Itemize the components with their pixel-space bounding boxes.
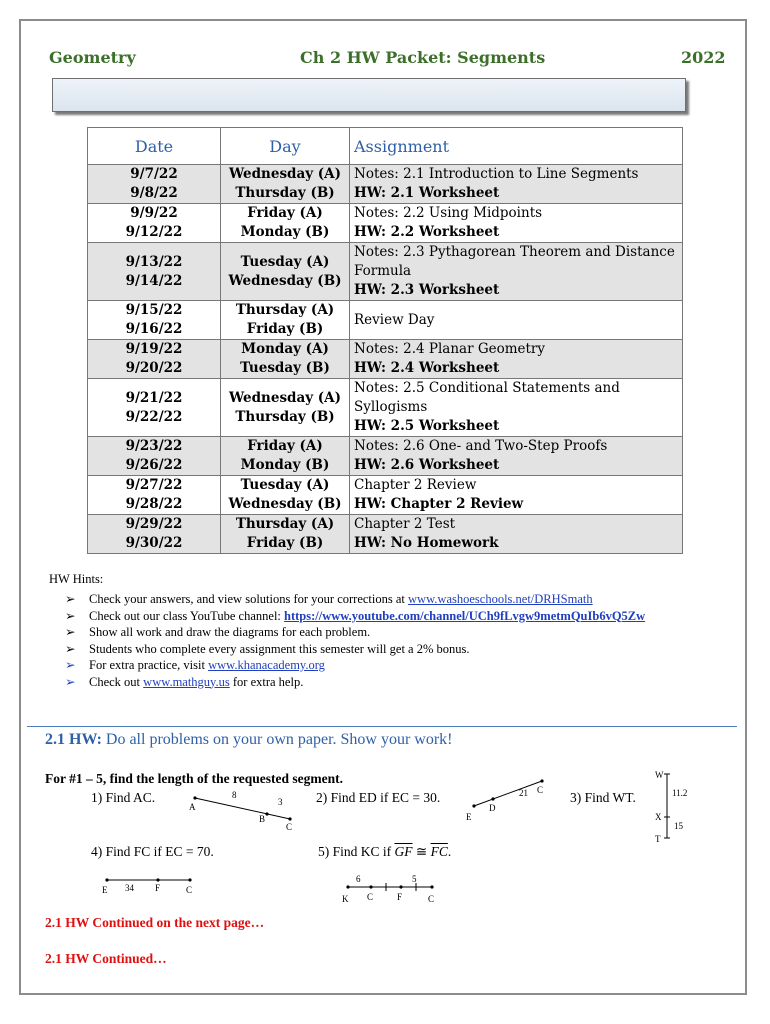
hint-text: For extra practice, visit [89, 658, 209, 672]
assignment-notes: Chapter 2 Review [354, 477, 477, 493]
assignment-cell [350, 437, 683, 476]
schedule-table [87, 127, 683, 554]
table-row [88, 204, 683, 243]
date-cell [88, 340, 221, 379]
point-c [288, 817, 291, 820]
point-a [193, 796, 196, 799]
day-b: Thursday (B) [235, 185, 335, 201]
label-dc-length: 21 [519, 788, 528, 798]
assignment-homework: HW: 2.4 Worksheet [354, 360, 500, 376]
assignment-homework: HW: No Homework [354, 535, 499, 551]
date-cell [88, 515, 221, 554]
header-day: Day [221, 128, 350, 165]
table-row [88, 301, 683, 340]
hints-title: HW Hints: [49, 572, 104, 586]
day-a: Friday (A) [247, 205, 323, 221]
hints-list [65, 591, 645, 690]
assignment-notes: Notes: 2.6 One- and Two-Step Proofs [354, 438, 608, 454]
label-fc-length: 5 [412, 874, 417, 884]
day-cell [221, 437, 350, 476]
continued-heading: 2.1 HW Continued… [45, 951, 167, 966]
label-f: F [155, 883, 161, 893]
day-b: Friday (B) [246, 321, 324, 337]
hint-text: for extra help. [229, 674, 304, 689]
problem-5 [318, 844, 451, 860]
date-start: 9/29/22 [125, 516, 183, 532]
date-start: 9/15/22 [125, 302, 183, 318]
day-cell [221, 204, 350, 243]
label-xt-length: 15 [674, 821, 683, 831]
point-c [369, 885, 372, 888]
problem-3: 3) Find WT. [570, 790, 636, 805]
table-row [88, 476, 683, 515]
hw-hints [49, 572, 645, 690]
day-b: Tuesday (B) [240, 360, 330, 376]
arrow-bullet-icon: ➢ [65, 592, 76, 606]
schedule-body [88, 165, 683, 554]
date-end: 9/26/22 [125, 457, 183, 473]
segment-gf: $\overline{GF}$ [394, 844, 413, 859]
assignment-cell [350, 340, 683, 379]
point-f [156, 878, 159, 881]
section-instructions: Do all problems on your own paper. Show your work! [101, 731, 453, 748]
figure-1-line [195, 798, 290, 819]
hint-text: Check out our class YouTube channel: [89, 608, 285, 623]
label-c2: C [428, 894, 435, 904]
label-e: E [102, 885, 108, 895]
date-cell [88, 204, 221, 243]
label-ef-length: 34 [125, 883, 134, 893]
problem-instructions: For #1 – 5, find the length of the requested segment. [45, 771, 343, 786]
hint-item [65, 674, 645, 691]
assignment-notes: Notes: 2.5 Conditional Statements and Syllogisms [354, 380, 620, 415]
figure-2-line [474, 781, 542, 806]
assignment-homework: HW: 2.6 Worksheet [354, 457, 500, 473]
table-row [88, 243, 683, 301]
day-cell [221, 340, 350, 379]
date-end: 9/8/22 [130, 185, 178, 201]
date-end: 9/30/22 [125, 535, 183, 551]
assignment-homework: HW: Chapter 2 Review [354, 496, 524, 512]
arrow-bullet-icon: ➢ [65, 625, 76, 639]
assignment-notes: Notes: 2.3 Pythagorean Theorem and Distance Formula [354, 244, 675, 279]
day-a: Thursday (A) [235, 302, 335, 318]
day-a: Monday (A) [241, 341, 329, 357]
header-assignment: Assignment [350, 128, 683, 165]
assignment-homework: HW: 2.3 Worksheet [354, 282, 500, 298]
hint-item [65, 657, 645, 674]
table-row [88, 340, 683, 379]
day-a: Friday (A) [247, 438, 323, 454]
point-f [399, 885, 402, 888]
continued-notice: 2.1 HW Continued on the next page… [45, 915, 265, 930]
date-start: 9/23/22 [125, 438, 183, 454]
day-b: Monday (B) [240, 224, 330, 240]
khanacademy-link[interactable]: www.khanacademy.org [208, 658, 325, 672]
assignment-cell [350, 204, 683, 243]
hint-item [65, 641, 645, 658]
day-b: Monday (B) [240, 457, 330, 473]
day-cell [221, 301, 350, 340]
point-k [346, 885, 349, 888]
day-cell [221, 515, 350, 554]
mathguy-link[interactable]: www.mathguy.us [143, 674, 230, 689]
assignment-notes: Notes: 2.4 Planar Geometry [354, 341, 546, 357]
section-divider [27, 726, 737, 727]
label-c: C [367, 892, 374, 902]
point-e [472, 804, 475, 807]
table-row [88, 165, 683, 204]
date-start: 9/21/22 [125, 389, 183, 406]
label-b: B [259, 814, 266, 824]
hint-text: Check out [89, 674, 144, 689]
day-a: Tuesday (A) [240, 253, 330, 270]
figure-2-segment-ec [462, 776, 552, 822]
table-row [88, 437, 683, 476]
day-a: Thursday (A) [235, 516, 335, 532]
figure-4-segment-ec [100, 872, 200, 896]
point-c [540, 779, 543, 782]
date-start: 9/7/22 [130, 166, 178, 182]
arrow-bullet-icon: ➢ [65, 658, 76, 672]
point-d [491, 797, 494, 800]
assignment-notes: Notes: 2.2 Using Midpoints [354, 205, 543, 221]
arrow-bullet-icon: ➢ [65, 641, 76, 656]
figure-1-segment-ac [180, 788, 300, 832]
label-e: E [466, 812, 472, 822]
assignment-cell [350, 165, 683, 204]
section-number: 2.1 HW: [45, 731, 102, 748]
assignment-homework: HW: 2.5 Worksheet [354, 418, 500, 434]
date-end: 9/20/22 [125, 360, 183, 376]
label-ab-length: 8 [232, 790, 237, 800]
date-cell [88, 379, 221, 437]
figure-3-segment-wt [650, 768, 696, 844]
assignment-notes: Notes: 2.1 Introduction to Line Segments [354, 166, 639, 182]
assignment-notes: Chapter 2 Test [354, 516, 456, 532]
congruent-symbol: ≅ [412, 844, 431, 859]
label-f: F [397, 892, 403, 902]
label-c: C [537, 785, 544, 795]
hint-item [65, 608, 645, 625]
assignment-cell [350, 515, 683, 554]
hint-text: Check your answers, and view solutions for your corrections at [89, 592, 409, 606]
problem-5-text: 5) Find KC if [318, 844, 395, 859]
day-b: Wednesday (B) [228, 496, 342, 512]
header-date: Date [88, 128, 221, 165]
hint-item [65, 624, 645, 641]
date-start: 9/13/22 [125, 253, 183, 270]
point-c [188, 878, 191, 881]
point-c2 [430, 885, 433, 888]
problem-4: 4) Find FC if EC = 70. [91, 844, 214, 859]
date-end: 9/28/22 [125, 496, 183, 512]
date-start: 9/19/22 [125, 341, 183, 357]
day-cell [221, 243, 350, 301]
date-cell [88, 437, 221, 476]
youtube-link[interactable]: https://www.youtube.com/channel/UCh9fLvgw9metmQuIb6vQ5Zw [284, 608, 646, 623]
problem-1: 1) Find AC. [91, 790, 156, 805]
packet-title: Ch 2 HW Packet: Segments [300, 48, 546, 67]
assignment-cell [350, 243, 683, 301]
problem-2: 2) Find ED if EC = 30. [316, 790, 441, 805]
point-b [265, 812, 268, 815]
date-cell [88, 165, 221, 204]
hint-item [65, 591, 645, 608]
date-end: 9/12/22 [125, 224, 183, 240]
day-cell [221, 476, 350, 515]
arrow-bullet-icon: ➢ [65, 674, 76, 689]
date-start: 9/27/22 [125, 477, 183, 493]
hint-text: Students who complete every assignment this semester will get a 2% bonus. [89, 641, 470, 656]
segment-fc: $\overline{FC}$ [430, 844, 448, 859]
day-a: Tuesday (A) [240, 477, 330, 493]
assignment-notes: Review Day [354, 311, 435, 328]
section-title [45, 731, 453, 749]
date-cell [88, 243, 221, 301]
district-link[interactable]: www.washoeschools.net/DRHSmath [408, 592, 593, 606]
date-end: 9/22/22 [125, 408, 183, 425]
label-t: T [655, 834, 661, 844]
day-a: Wednesday (A) [228, 166, 342, 182]
date-cell [88, 476, 221, 515]
assignment-homework: HW: 2.2 Worksheet [354, 224, 500, 240]
day-cell [221, 165, 350, 204]
label-kc-length: 6 [356, 874, 361, 884]
day-b: Friday (B) [246, 535, 324, 551]
table-row [88, 515, 683, 554]
figure-5-segment-kc [340, 873, 440, 905]
year-label: 2022 [681, 48, 726, 67]
assignment-cell [350, 301, 683, 340]
point-e [105, 878, 108, 881]
label-d: D [489, 803, 496, 813]
label-c: C [286, 822, 293, 832]
problem-5-period: . [447, 844, 452, 859]
date-cell [88, 301, 221, 340]
day-cell [221, 379, 350, 437]
assignment-cell [350, 379, 683, 437]
arrow-bullet-icon: ➢ [65, 608, 76, 623]
date-end: 9/16/22 [125, 321, 183, 337]
date-start: 9/9/22 [130, 205, 178, 221]
name-banner [52, 78, 686, 112]
label-k: K [342, 894, 349, 904]
date-end: 9/14/22 [125, 272, 183, 289]
table-row [88, 379, 683, 437]
table-header-row [88, 128, 683, 165]
day-b: Wednesday (B) [228, 272, 342, 289]
label-bc-length: 3 [278, 797, 283, 807]
day-b: Thursday (B) [235, 408, 335, 425]
assignment-cell [350, 476, 683, 515]
label-w: W [655, 770, 664, 780]
course-title: Geometry [49, 48, 136, 67]
day-a: Wednesday (A) [228, 389, 342, 406]
label-wx-length: 11.2 [672, 788, 688, 798]
assignment-homework: HW: 2.1 Worksheet [354, 185, 500, 201]
label-x: X [655, 812, 662, 822]
label-c: C [186, 885, 193, 895]
hint-text: Show all work and draw the diagrams for each problem. [89, 625, 371, 639]
label-a: A [189, 802, 196, 812]
